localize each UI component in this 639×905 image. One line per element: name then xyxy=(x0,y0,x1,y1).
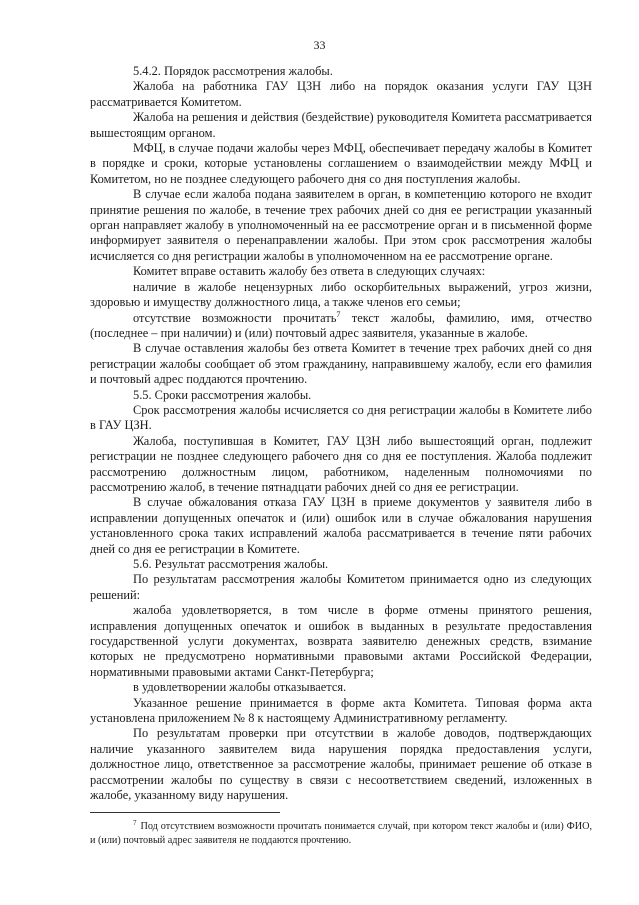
section-heading: 5.5. Сроки рассмотрения жалобы. xyxy=(133,387,312,402)
paragraph: МФЦ, в случае подачи жалобы через МФЦ, обеспечивает передачу жалобы в Комитет в порядке и сроки, которые установлены соглашением о взаимодействии между МФЦ и Комитетом, но не позднее следующего рабочего дня со дня поступления жалобы. xyxy=(90,141,592,186)
footnote-marker: 7 xyxy=(133,818,137,827)
footnote-divider xyxy=(90,812,280,813)
paragraph: В случае оставления жалобы без ответа Комитет в течение трех рабочих дней со дня регистрации жалобы сообщает об этом гражданину, направившему жалобу, если его фамилия и почтовый адрес поддаются прочтению. xyxy=(90,341,592,387)
paragraph-with-footnote xyxy=(90,311,592,342)
paragraph: В случае если жалоба подана заявителем в орган, в компетенцию которого не входит принятие решения по жалобе, в течение трех рабочих дней со дня ее регистрации указанный орган направляет жалобу в уполномоченный на ее рассмотрение орган и в письменной форме информирует заявителя о перенаправлении жалобы. При этом срок рассмотрения жалобы исчисляется со дня регистрации жалобы в уполномоченном на ее рассмотрение органе. xyxy=(90,187,592,263)
document-body xyxy=(90,64,592,804)
page-number: 33 xyxy=(313,38,326,52)
paragraph: Жалоба на работника ГАУ ЦЗН либо на порядок оказания услуги ГАУ ЦЗН рассматривается Комитетом. xyxy=(90,79,592,109)
footnote-text: Под отсутствием возможности прочитать понимается случай, при котором текст жалобы и (или) ФИО, и (или) почтовый адрес заявителя не поддаются прочтению. xyxy=(90,821,592,846)
footnote-reference: 7 xyxy=(336,309,341,319)
paragraph: По результатам рассмотрения жалобы Комитетом принимается одно из следующих решений: xyxy=(90,572,592,602)
paragraph: В случае обжалования отказа ГАУ ЦЗН в приеме документов у заявителя либо в исправлении допущенных опечаток и (или) ошибок или в случае обжалования нарушения установленного срока таких исправлений жалоба рассматривается в течение пяти рабочих дней со дня ее регистрации в Комитете. xyxy=(90,495,592,556)
paragraph: 5.4.2. Порядок рассмотрения жалобы. xyxy=(133,64,333,78)
paragraph: наличие в жалобе нецензурных либо оскорбительных выражений, угроз жизни, здоровью и имуществу должностного лица, а также членов его семьи; xyxy=(90,279,592,310)
paragraph: Комитет вправе оставить жалобу без ответа в следующих случаях: xyxy=(133,264,486,279)
paragraph-text-after: текст жалобы, фамилию, имя, отчество (последнее – при наличии) и (или) почтовый адрес заявителя, указанные в жалобе. xyxy=(90,310,592,340)
paragraph: в удовлетворении жалобы отказывается. xyxy=(133,680,347,695)
paragraph: Срок рассмотрения жалобы исчисляется со дня регистрации жалобы в Комитете либо в ГАУ ЦЗН. xyxy=(90,402,592,433)
paragraph: жалоба удовлетворяется, в том числе в форме отмены принятого решения, исправления допущенных опечаток и ошибок в выданных в результате предоставления государственной услуги документах, возврата заявителю денежных средств, взимание которых не предусмотрено нормативными правовыми актами Российской Федерации, нормативными правовыми актами Санкт-Петербурга; xyxy=(90,603,592,679)
paragraph: Жалоба на решения и действия (бездействие) руководителя Комитета рассматривается вышестоящим органом. xyxy=(90,110,592,140)
paragraph: По результатам проверки при отсутствии в жалобе доводов, подтверждающих наличие указанного заявителем вида нарушения порядка предоставления услуги, должностное лицо, ответственное за рассмотрение жалобы, принимает решение об отказе в рассмотрении жалобы по существу в связи с несоответствием сведений, изложенных в жалобе, указанному виду нарушения. xyxy=(90,726,592,803)
paragraph: Указанное решение принимается в форме акта Комитета. Типовая форма акта установлена приложением № 8 к настоящему Административному регламенту. xyxy=(90,695,592,726)
paragraph: Жалоба, поступившая в Комитет, ГАУ ЦЗН либо вышестоящий орган, подлежит регистрации не позднее следующего рабочего дня со дня ее поступления. Жалоба подлежит рассмотрению должностным лицом, работником, наделенным полномочиями по рассмотрению жалоб, в течение пятнадцати рабочих дней со дня ее регистрации. xyxy=(90,433,592,494)
section-heading: 5.6. Результат рассмотрения жалобы. xyxy=(133,557,329,571)
footnote xyxy=(90,820,592,847)
paragraph-text-before: отсутствие возможности прочитать xyxy=(133,310,337,325)
